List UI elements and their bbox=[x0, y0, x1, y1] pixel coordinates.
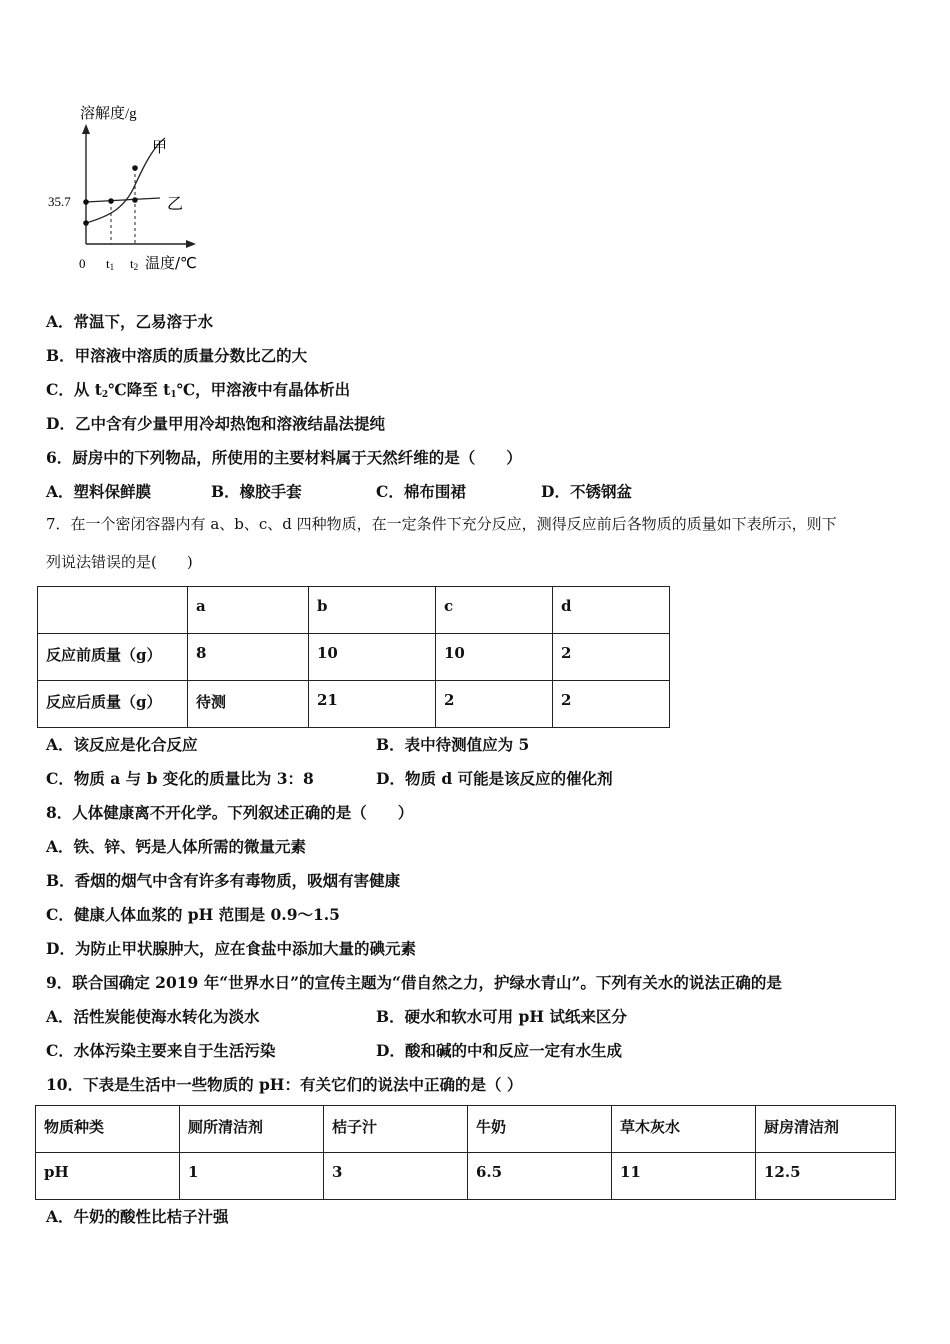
q7-cell: d bbox=[553, 587, 670, 634]
q9-option-d: D．酸和碱的中和反应一定有水生成 bbox=[376, 1041, 622, 1060]
q7-stem-1: 7．在一个密闭容器内有 a、b、c、d 四种物质，在一定条件下充分反应，测得反应前后各物质的质量如下表所示，则下 bbox=[46, 515, 837, 533]
q8-option-d: D．为防止甲状腺肿大，应在食盐中添加大量的碘元素 bbox=[46, 939, 416, 958]
q8-option-b: B．香烟的烟气中含有许多有毒物质，吸烟有害健康 bbox=[46, 871, 401, 890]
q5-option-a: A．常温下，乙易溶于水 bbox=[46, 312, 214, 331]
q6-option-c: C．棉布围裙 bbox=[376, 482, 466, 501]
value-label: 35.7 bbox=[48, 194, 71, 209]
origin-label: 0 bbox=[79, 256, 86, 271]
q8-stem: 8．人体健康离不开化学。下列叙述正确的是（ ） bbox=[46, 803, 414, 822]
q6-option-a: A．塑料保鲜膜 bbox=[46, 482, 152, 501]
point-intersection bbox=[108, 198, 114, 204]
q10-table bbox=[35, 1105, 896, 1200]
q7-cell: 待测 bbox=[188, 681, 309, 728]
q9-option-a: A．活性炭能使海水转化为淡水 bbox=[46, 1007, 260, 1026]
q7-stem-2: 列说法错误的是( ) bbox=[46, 553, 193, 571]
q7-cell: 反应前质量（g） bbox=[38, 634, 188, 681]
q10-cell: 桔子汁 bbox=[324, 1106, 468, 1153]
q10-cell: 厨房清洁剂 bbox=[756, 1106, 896, 1153]
q10-cell: 1 bbox=[180, 1153, 324, 1200]
q6-option-d: D．不锈钢盆 bbox=[541, 482, 632, 501]
q7-table bbox=[37, 586, 670, 728]
q10-cell: 6.5 bbox=[468, 1153, 612, 1200]
q7-cell: 21 bbox=[309, 681, 436, 728]
q10-table-header bbox=[36, 1106, 896, 1153]
q10-cell: 草木灰水 bbox=[612, 1106, 756, 1153]
q7-cell: 10 bbox=[309, 634, 436, 681]
q10-cell: 12.5 bbox=[756, 1153, 896, 1200]
q6-stem: 6．厨房中的下列物品，所使用的主要材料属于天然纤维的是（ ） bbox=[46, 448, 522, 467]
q7-cell bbox=[38, 587, 188, 634]
q7-cell: b bbox=[309, 587, 436, 634]
point-jia-t2 bbox=[132, 165, 138, 171]
curve-jia-label: 甲 bbox=[152, 138, 168, 156]
q7-cell: 10 bbox=[436, 634, 553, 681]
curve-yi-label: 乙 bbox=[167, 194, 184, 213]
graph-xlabel: 温度/℃ bbox=[145, 254, 197, 272]
solubility-graph bbox=[40, 98, 220, 288]
t2-label: t2 bbox=[130, 256, 139, 272]
q7-option-b: B．表中待测值应为 5 bbox=[376, 735, 530, 754]
q6-option-b: B．橡胶手套 bbox=[211, 482, 302, 501]
q7-option-d: D．物质 d 可能是该反应的催化剂 bbox=[376, 769, 613, 788]
q7-table-row bbox=[38, 634, 670, 681]
q8-option-a: A．铁、锌、钙是人体所需的微量元素 bbox=[46, 837, 307, 856]
q10-table-row bbox=[36, 1153, 896, 1200]
q10-cell: 厕所清洁剂 bbox=[180, 1106, 324, 1153]
q10-cell: pH bbox=[36, 1153, 180, 1200]
t1-label: t1 bbox=[106, 256, 115, 272]
q5-option-d: D．乙中含有少量甲用冷却热饱和溶液结晶法提纯 bbox=[46, 414, 385, 433]
y-axis-arrow bbox=[82, 124, 90, 134]
curve-yi bbox=[86, 198, 160, 202]
point-yi-origin bbox=[83, 199, 89, 205]
q10-cell: 物质种类 bbox=[36, 1106, 180, 1153]
q7-cell: 2 bbox=[553, 634, 670, 681]
q10-cell: 牛奶 bbox=[468, 1106, 612, 1153]
q7-option-a: A．该反应是化合反应 bbox=[46, 735, 198, 754]
q10-cell: 3 bbox=[324, 1153, 468, 1200]
q10-option-a: A．牛奶的酸性比桔子汁强 bbox=[46, 1207, 229, 1226]
q7-cell: a bbox=[188, 587, 309, 634]
q7-cell: 反应后质量（g） bbox=[38, 681, 188, 728]
q7-cell: 2 bbox=[553, 681, 670, 728]
x-axis-arrow bbox=[186, 240, 196, 248]
q7-option-c: C．物质 a 与 b 变化的质量比为 3：8 bbox=[46, 769, 314, 788]
q7-cell: 8 bbox=[188, 634, 309, 681]
q7-cell: c bbox=[436, 587, 553, 634]
q7-cell: 2 bbox=[436, 681, 553, 728]
q9-option-b: B．硬水和软水可用 pH 试纸来区分 bbox=[376, 1007, 627, 1026]
q10-cell: 11 bbox=[612, 1153, 756, 1200]
q9-stem: 9．联合国确定 2019 年“世界水日”的宣传主题为“借自然之力，护绿水青山”。下列有关水的说法正确的是 bbox=[46, 973, 782, 992]
point-jia-origin bbox=[83, 220, 89, 226]
point-yi-t2 bbox=[132, 197, 138, 203]
q5-option-c: C．从 $t_2℃$降至 $t_1℃$，甲溶液中有晶体析出 bbox=[46, 380, 351, 400]
q7-table-header bbox=[38, 587, 670, 634]
q5-option-b: B．甲溶液中溶质的质量分数比乙的大 bbox=[46, 346, 308, 365]
q7-table-row bbox=[38, 681, 670, 728]
graph-ylabel: 溶解度/g bbox=[80, 106, 137, 122]
q8-option-c: C．健康人体血浆的 pH 范围是 0.9～1.5 bbox=[46, 905, 340, 924]
q9-option-c: C．水体污染主要来自于生活污染 bbox=[46, 1041, 276, 1060]
q10-stem: 10．下表是生活中一些物质的 pH：有关它们的说法中正确的是（ ） bbox=[46, 1075, 523, 1094]
